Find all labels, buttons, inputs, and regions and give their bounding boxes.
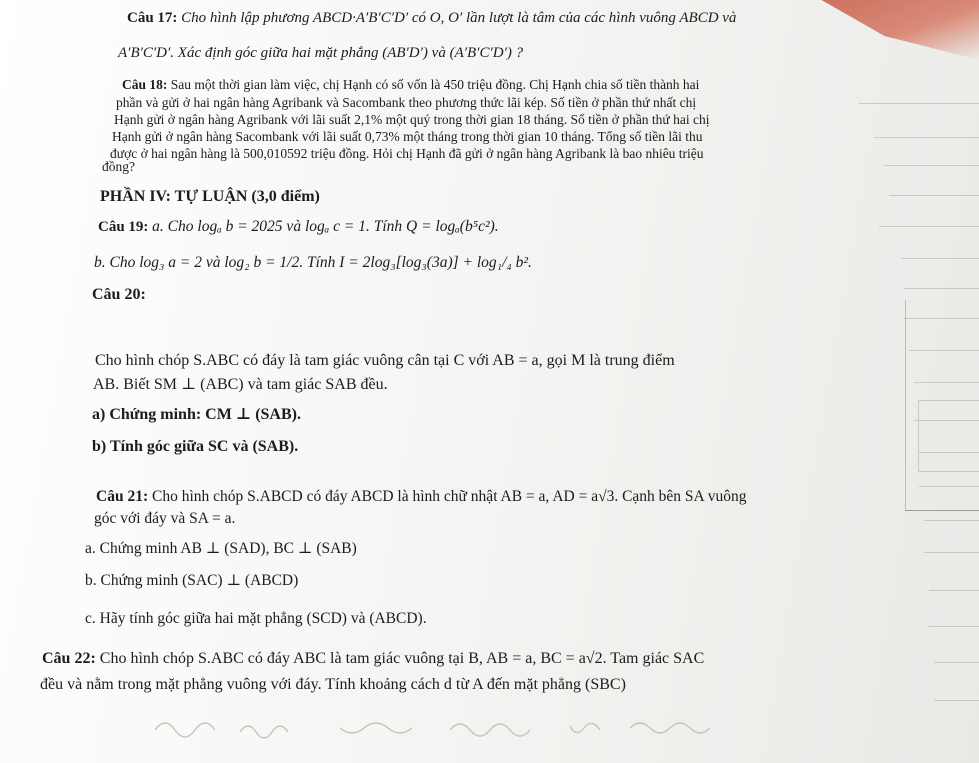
- q21-label: Câu 21:: [96, 488, 149, 505]
- q17-label: Câu 17:: [127, 10, 178, 26]
- q21-line1: Câu 21: Cho hình chóp S.ABCD có đáy ABCD là hình chữ nhật AB = a, AD = a√3. Cạnh bên SA vuông: [96, 488, 747, 505]
- q20-part-b: b) Tính góc giữa SC và (SAB).: [92, 438, 299, 455]
- q20-label: Câu 20:: [92, 286, 146, 303]
- q22-line1: Câu 22: Cho hình chóp S.ABC có đáy ABC là tam giác vuông tại B, AB = a, BC = a√2. Tam giác SAC: [42, 650, 705, 667]
- q20-line2: AB. Biết SM ⊥ (ABC) và tam giác SAB đều.: [93, 376, 388, 393]
- q21-part-b: b. Chứng minh (SAC) ⊥ (ABCD): [85, 572, 299, 589]
- q18-line5: được ở hai ngân hàng là 500,010592 triệu đồng. Hỏi chị Hạnh đã gửi ở ngân hàng Agribank là bao nhiêu triệu: [110, 146, 704, 161]
- q20-part-a: a) Chứng minh: CM ⊥ (SAB).: [92, 406, 301, 423]
- q22-line2: đều và nằm trong mặt phẳng vuông với đáy. Tính khoảng cách d từ A đến mặt phẳng (SBC): [40, 676, 626, 693]
- q21-part-a: a. Chứng minh AB ⊥ (SAD), BC ⊥ (SAB): [85, 540, 357, 557]
- q18-line3: Hạnh gửi ở ngân hàng Agribank với lãi suất 2,1% một quý trong thời gian 18 tháng. Số tiền ở phần thứ hai chị: [114, 112, 710, 127]
- q19-part-a: Câu 19: a. Cho logₐ b = 2025 và logₐ c = 1. Tính Q = logₐ(b⁵c²).: [98, 218, 499, 235]
- q18-line1: Câu 18: Sau một thời gian làm việc, chị Hạnh có số vốn là 450 triệu đồng. Chị Hạnh chia số tiền thành hai: [122, 77, 700, 92]
- q20-line1: Cho hình chóp S.ABC có đáy là tam giác vuông cân tại C với AB = a, gọi M là trung điểm: [95, 352, 675, 369]
- q17-line1: Câu 17: Cho hình lập phương ABCD·A′B′C′D′ có O, O′ lần lượt là tâm của các hình vuông ABCD và: [127, 10, 737, 26]
- q21-part-c: c. Hãy tính góc giữa hai mặt phẳng (SCD) và (ABCD).: [85, 610, 427, 627]
- q21-line2: góc với đáy và SA = a.: [94, 510, 236, 527]
- q17-line2: A′B′C′D′. Xác định góc giữa hai mặt phẳng (AB′D′) và (A′B′C′D′) ?: [118, 45, 524, 61]
- background-corner: [769, 0, 979, 60]
- section-heading: PHẦN IV: TỰ LUẬN (3,0 điểm): [100, 188, 320, 205]
- q18-line2: phần và gửi ở hai ngân hàng Agribank và Sacombank theo phương thức lãi kép. Số tiền ở phần thứ nhất chị: [116, 95, 697, 110]
- q19-label: Câu 19:: [98, 219, 149, 235]
- q22-label: Câu 22:: [42, 650, 96, 667]
- q18-line4: Hạnh gửi ở ngân hàng Sacombank với lãi suất 0,73% một tháng trong thời gian 10 tháng. Tổng số tiền lãi thu: [112, 129, 703, 144]
- q18-line6: đồng?: [102, 159, 135, 174]
- bleed-through-scribbles: [150, 710, 750, 750]
- q19-part-b: b. Cho log₃ a = 2 và log₂ b = 1/2. Tính I = 2log₃[log₃(3a)] + log₁/₄ b².: [94, 254, 532, 271]
- q18-label: Câu 18:: [122, 77, 168, 92]
